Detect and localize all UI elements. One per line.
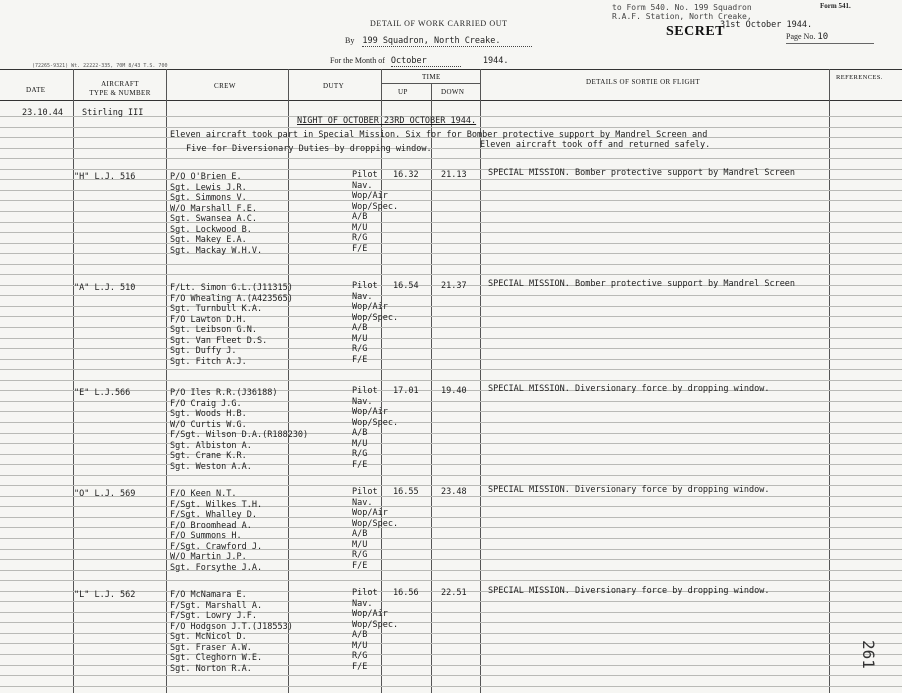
ruled-line [0, 422, 902, 423]
ruled-line [0, 580, 902, 581]
time-up: 17.01 [393, 386, 419, 396]
crew-duty: R/G [352, 344, 368, 354]
crew-duty: Wop/Spec. [352, 519, 399, 529]
margin-page-number: 261 [859, 640, 878, 669]
crew-duty: Pilot [352, 170, 378, 180]
ruled-line [0, 348, 902, 349]
ruled-line [0, 211, 902, 212]
col-header-up: UP [398, 88, 408, 96]
ruled-line [0, 148, 902, 149]
col-header-details: DETAILS OF SORTIE OR FLIGHT [586, 78, 701, 86]
crew-member: F/O Keen N.T. [170, 489, 237, 499]
stamp-line-2: R.A.F. Station, North Creake, [612, 12, 752, 21]
crew-member: Sgt. Van Fleet D.S. [170, 336, 268, 346]
crew-duty: A/B [352, 529, 368, 539]
crew-duty: Wop/Spec. [352, 313, 399, 323]
ruled-line [0, 264, 902, 265]
time-down: 19.40 [441, 386, 467, 396]
crew-member: Sgt. Lewis J.R. [170, 183, 247, 193]
ruled-line [0, 253, 902, 254]
crew-member: P/O O'Brien E. [170, 172, 242, 182]
crew-duty: Wop/Air [352, 609, 388, 619]
crew-duty: Wop/Air [352, 191, 388, 201]
crew-duty: M/U [352, 223, 368, 233]
crew-member: F/Sgt. Wilson D.A.(R188230) [170, 430, 309, 440]
page-number [786, 32, 828, 42]
crew-member: Sgt. Cleghorn W.E. [170, 653, 263, 663]
crew-member: Sgt. Fitch A.J. [170, 357, 247, 367]
crew-duty: R/G [352, 651, 368, 661]
crew-duty: R/G [352, 449, 368, 459]
crew-duty: F/E [352, 662, 368, 672]
crew-duty: Wop/Air [352, 302, 388, 312]
mission-summary-2: Five for Diversionary Duties by dropping window. [186, 144, 432, 154]
year-value: 1944. [482, 56, 509, 66]
crew-duty: M/U [352, 334, 368, 344]
ruled-line [0, 232, 902, 233]
form-number: Form 541. [820, 2, 851, 10]
crew-member: F/Sgt. Marshall A. [170, 601, 263, 611]
crew-member: F/Sgt. Lowry J.F. [170, 611, 257, 621]
printer-line: (72265-9321) Wt. 22222-335, 70M 8/43 T.S. 700 [32, 63, 168, 69]
crew-member: F/O Broomhead A. [170, 521, 252, 531]
col-header-aircraft [80, 80, 160, 98]
page-title: DETAIL OF WORK CARRIED OUT [370, 19, 508, 28]
ruled-line [0, 306, 902, 307]
crew-duty: F/E [352, 561, 368, 571]
crew-duty: Nav. [352, 181, 373, 191]
crew-member: F/O Whealing A.(A423565) [170, 294, 293, 304]
ruled-line [0, 570, 902, 571]
page-number-underline [786, 43, 874, 44]
ruled-line [0, 243, 902, 244]
col-divider-2 [166, 69, 167, 693]
col-header-down: DOWN [441, 88, 465, 96]
aircraft-header-line-2: TYPE & NUMBER [89, 89, 151, 97]
crew-member: W/O Marshall F.E. [170, 204, 257, 214]
crew-duty: M/U [352, 439, 368, 449]
ruled-line [0, 454, 902, 455]
crew-member: F/O Summons H. [170, 531, 242, 541]
month-line [330, 56, 508, 67]
crew-duty: M/U [352, 641, 368, 651]
crew-member: F/O Craig J.G. [170, 399, 242, 409]
sortie-detail: SPECIAL MISSION. Bomber protective support by Mandrel Screen [488, 168, 796, 178]
col-divider-6 [480, 69, 481, 693]
mission-summary-1: Eleven aircraft took part in Special Mission. Six for for Bomber protective support by Mandrel Screen and [170, 130, 708, 140]
ruled-line [0, 506, 902, 507]
ruled-line [0, 411, 902, 412]
ruled-line [0, 654, 902, 655]
crew-duty: Pilot [352, 386, 378, 396]
crew-duty: Wop/Spec. [352, 418, 399, 428]
ruled-line [0, 517, 902, 518]
time-up: 16.55 [393, 487, 419, 497]
sortie-detail: SPECIAL MISSION. Diversionary force by dropping window. [488, 586, 770, 596]
ruled-line [0, 443, 902, 444]
aircraft-serial: "E" L.J.566 [74, 388, 131, 398]
crew-member: F/O Lawton D.H. [170, 315, 247, 325]
time-up: 16.56 [393, 588, 419, 598]
aircraft-header-line-1: AIRCRAFT [101, 80, 139, 88]
crew-duty: Wop/Spec. [352, 620, 399, 630]
crew-duty: R/G [352, 233, 368, 243]
table-header-rule [0, 100, 902, 101]
col-divider-4 [381, 69, 382, 693]
crew-member: F/Sgt. Crawford J. [170, 542, 263, 552]
table-top-rule [0, 69, 902, 70]
ruled-line [0, 190, 902, 191]
ruled-line [0, 549, 902, 550]
crew-member: Sgt. Forsythe J.A. [170, 563, 263, 573]
crew-member: Sgt. Simmons V. [170, 193, 247, 203]
ruled-line [0, 359, 902, 360]
crew-member: F/Sgt. Wilkes T.H. [170, 500, 263, 510]
stamp-line-1: to Form 540. No. 199 Squadron [612, 3, 752, 12]
crew-member: P/O Iles R.R.(J36188) [170, 388, 278, 398]
squadron-line [345, 36, 532, 47]
crew-member: F/Sgt. Whalley D. [170, 510, 257, 520]
aircraft-type: Stirling III [82, 108, 144, 118]
time-up: 16.54 [393, 281, 419, 291]
ruled-line [0, 327, 902, 328]
crew-member: Sgt. Duffy J. [170, 346, 237, 356]
crew-member: Sgt. Turnbull K.A. [170, 304, 263, 314]
crew-duty: Wop/Spec. [352, 202, 399, 212]
aircraft-serial: "O" L.J. 569 [74, 489, 136, 499]
ruled-line [0, 633, 902, 634]
crew-duty: Pilot [352, 588, 378, 598]
col-divider-3 [288, 69, 289, 693]
time-up: 16.32 [393, 170, 419, 180]
col-header-time: TIME [422, 73, 441, 81]
page-value: 10 [817, 32, 829, 42]
crew-duty: A/B [352, 630, 368, 640]
mission-summary-3: Eleven aircraft took off and returned safely. [480, 140, 711, 150]
crew-member: W/O Curtis W.G. [170, 420, 247, 430]
ruled-line [0, 295, 902, 296]
crew-member: Sgt. Crane K.R. [170, 451, 247, 461]
month-value: October [391, 56, 461, 67]
col-header-references: REFERENCES. [836, 74, 883, 81]
sortie-detail: SPECIAL MISSION. Bomber protective support by Mandrel Screen [488, 279, 796, 289]
crew-duty: A/B [352, 323, 368, 333]
crew-duty: Nav. [352, 397, 373, 407]
crew-member: Sgt. Makey E.A. [170, 235, 247, 245]
ruled-line [0, 622, 902, 623]
crew-member: Sgt. Woods H.B. [170, 409, 247, 419]
ruled-line [0, 559, 902, 560]
report-date: 31st October 1944. [720, 20, 813, 30]
crew-member: Sgt. Leibson G.N. [170, 325, 257, 335]
ruled-line [0, 665, 902, 666]
crew-member: Sgt. Mackay W.H.V. [170, 246, 263, 256]
crew-duty: Wop/Air [352, 508, 388, 518]
col-divider-7 [829, 69, 830, 693]
crew-member: Sgt. Lockwood B. [170, 225, 252, 235]
ruled-line [0, 433, 902, 434]
crew-member: Sgt. Swansea A.C. [170, 214, 257, 224]
by-label: By [345, 36, 355, 45]
crew-member: Sgt. McNicol D. [170, 632, 247, 642]
time-down: 22.51 [441, 588, 467, 598]
col-header-crew: CREW [214, 82, 236, 90]
ruled-line [0, 316, 902, 317]
page-label: Page No. [786, 32, 816, 41]
form540-stamp [612, 3, 752, 21]
crew-member: F/O McNamara E. [170, 590, 247, 600]
crew-duty: Nav. [352, 599, 373, 609]
ruled-line [0, 686, 902, 687]
crew-duty: R/G [352, 550, 368, 560]
crew-duty: A/B [352, 212, 368, 222]
crew-duty: Wop/Air [352, 407, 388, 417]
crew-duty: Nav. [352, 292, 373, 302]
ruled-line [0, 527, 902, 528]
squadron-value: 199 Squadron, North Creake. [362, 36, 532, 47]
col-header-date: DATE [26, 86, 46, 94]
crew-duty: Pilot [352, 487, 378, 497]
ruled-line [0, 401, 902, 402]
aircraft-serial: "L" L.J. 562 [74, 590, 136, 600]
crew-member: Sgt. Weston A.A. [170, 462, 252, 472]
crew-duty: F/E [352, 244, 368, 254]
time-down: 21.37 [441, 281, 467, 291]
crew-member: F/O Hodgson J.T.(J18553) [170, 622, 293, 632]
ruled-line [0, 538, 902, 539]
ruled-line [0, 675, 902, 676]
time-down: 21.13 [441, 170, 467, 180]
entry-date: 23.10.44 [22, 108, 63, 118]
sortie-detail: SPECIAL MISSION. Diversionary force by dropping window. [488, 485, 770, 495]
for-month-label: For the Month of [330, 56, 385, 65]
crew-duty: F/E [352, 355, 368, 365]
sortie-detail: SPECIAL MISSION. Diversionary force by dropping window. [488, 384, 770, 394]
aircraft-serial: "H" L.J. 516 [74, 172, 136, 182]
crew-member: Sgt. Albiston A. [170, 441, 252, 451]
secret-stamp: SECRET [666, 24, 726, 39]
night-heading: NIGHT OF OCTOBER 23RD OCTOBER 1944. [297, 116, 477, 126]
ruled-line [0, 643, 902, 644]
crew-member: Sgt. Fraser A.W. [170, 643, 252, 653]
crew-duty: Pilot [352, 281, 378, 291]
ruled-line [0, 158, 902, 159]
crew-duty: A/B [352, 428, 368, 438]
aircraft-serial: "A" L.J. 510 [74, 283, 136, 293]
ruled-line [0, 222, 902, 223]
ruled-line [0, 475, 902, 476]
ruled-line [0, 612, 902, 613]
time-down: 23.48 [441, 487, 467, 497]
ruled-line [0, 464, 902, 465]
crew-member: F/Lt. Simon G.L.(J11315) [170, 283, 293, 293]
ruled-line [0, 127, 902, 128]
ruled-line [0, 338, 902, 339]
ruled-line [0, 200, 902, 201]
crew-duty: M/U [352, 540, 368, 550]
col-header-duty: DUTY [323, 82, 345, 90]
ruled-line [0, 380, 902, 381]
ruled-line [0, 369, 902, 370]
crew-member: Sgt. Norton R.A. [170, 664, 252, 674]
ruled-line [0, 601, 902, 602]
ruled-line [0, 274, 902, 275]
crew-duty: Nav. [352, 498, 373, 508]
crew-duty: F/E [352, 460, 368, 470]
crew-member: W/O Martin J.P. [170, 552, 247, 562]
